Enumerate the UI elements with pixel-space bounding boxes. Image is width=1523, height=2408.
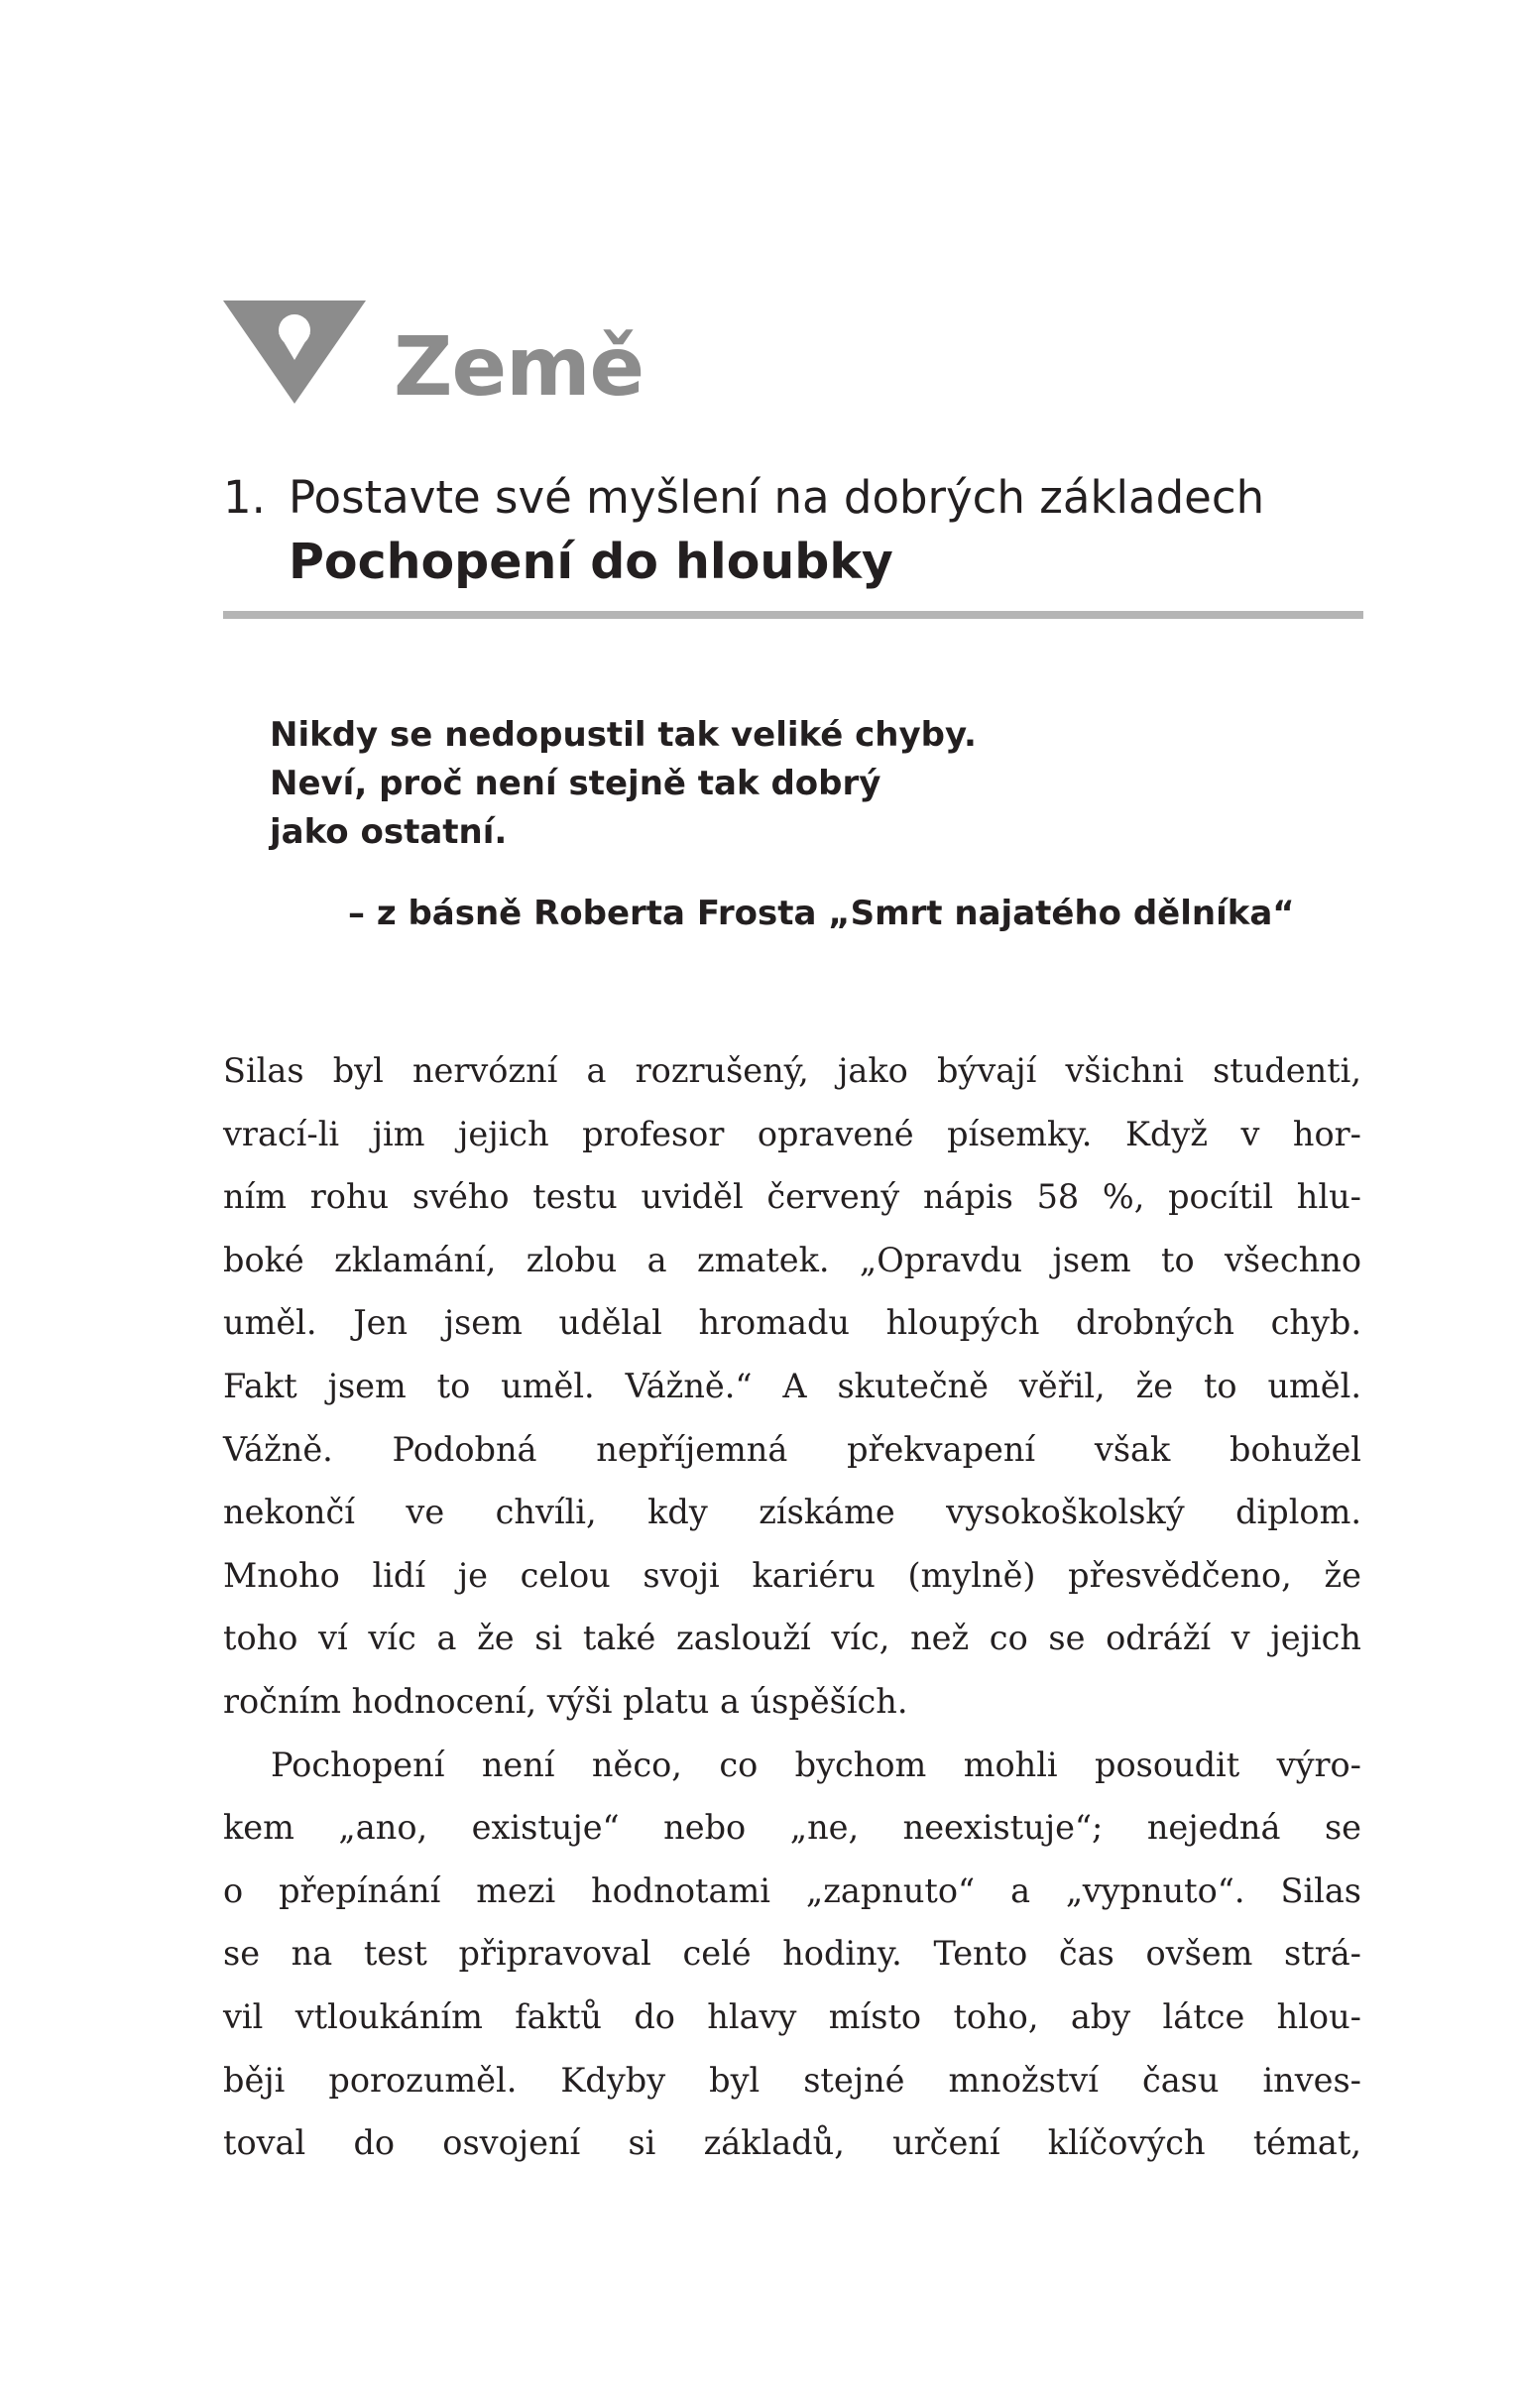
text-line: ročním hodnocení, výši platu a úspěších. [223, 1681, 908, 1721]
paragraph-1 [223, 1039, 1361, 1734]
epigraph-line: jako ostatní. [270, 812, 508, 852]
text-line: toval do osvojení si základů, určení klíčových témat, [223, 2123, 1361, 2163]
text-line: běji porozuměl. Kdyby byl stejné množství času inves- [223, 2060, 1361, 2100]
section-heading [223, 466, 1363, 595]
section-subtitle: Pochopení do hloubky [289, 534, 893, 590]
chapter-title: Země [394, 320, 644, 415]
text-line: boké zklamání, zlobu a zmatek. „Opravdu jsem to všechno [223, 1240, 1361, 1279]
text-line: Pochopení není něco, co bychom mohli posoudit výro- [271, 1745, 1361, 1784]
epigraph-line: Nikdy se nedopustil tak veliké chyby. [270, 715, 977, 755]
section-title: Postavte své myšlení na dobrých základech [289, 471, 1265, 524]
section-divider [223, 611, 1363, 619]
text-line: kem „ano, existuje“ nebo „ne, neexistuje“; nejedná se [223, 1808, 1361, 1848]
section-number: 1. [223, 471, 266, 524]
text-line: o přepínání mezi hodnotami „zapnuto“ a „vypnuto“. Silas [223, 1870, 1361, 1910]
text-line: Fakt jsem to uměl. Vážně.“ A skutečně věřil, že to uměl. [223, 1366, 1361, 1405]
location-marker-triangle-icon [223, 301, 366, 404]
chapter-header [223, 288, 644, 417]
text-line: vil vtloukáním faktů do hlavy místo toho, aby látce hlou- [223, 1996, 1361, 2036]
text-line: ním rohu svého testu uviděl červený nápis 58 %, pocítil hlu- [223, 1177, 1361, 1217]
body-text [223, 1039, 1361, 2175]
epigraph [270, 711, 1341, 938]
epigraph-source: – z básně Roberta Frosta „Smrt najatého dělníka“ [348, 894, 1295, 933]
text-line: nekončí ve chvíli, kdy získáme vysokoškolský diplom. [223, 1493, 1361, 1532]
text-line: Silas byl nervózní a rozrušený, jako bývají všichni studenti, [223, 1051, 1361, 1090]
text-line: se na test připravoval celé hodiny. Tento čas ovšem strá- [223, 1934, 1361, 1974]
text-line: Vážně. Podobná nepříjemná překvapení však bohužel [223, 1429, 1361, 1469]
paragraph-2 [223, 1734, 1361, 2175]
text-line: Mnoho lidí je celou svoji kariéru (mylně) přesvědčeno, že [223, 1555, 1361, 1595]
text-line: uměl. Jen jsem udělal hromadu hloupých drobných chyb. [223, 1303, 1361, 1343]
text-line: toho ví víc a že si také zaslouží víc, než co se odráží v jejich [223, 1619, 1361, 1658]
text-line: vrací-li jim jejich profesor opravené písemky. Když v hor- [223, 1114, 1361, 1153]
epigraph-line: Neví, proč není stejně tak dobrý [270, 764, 881, 803]
